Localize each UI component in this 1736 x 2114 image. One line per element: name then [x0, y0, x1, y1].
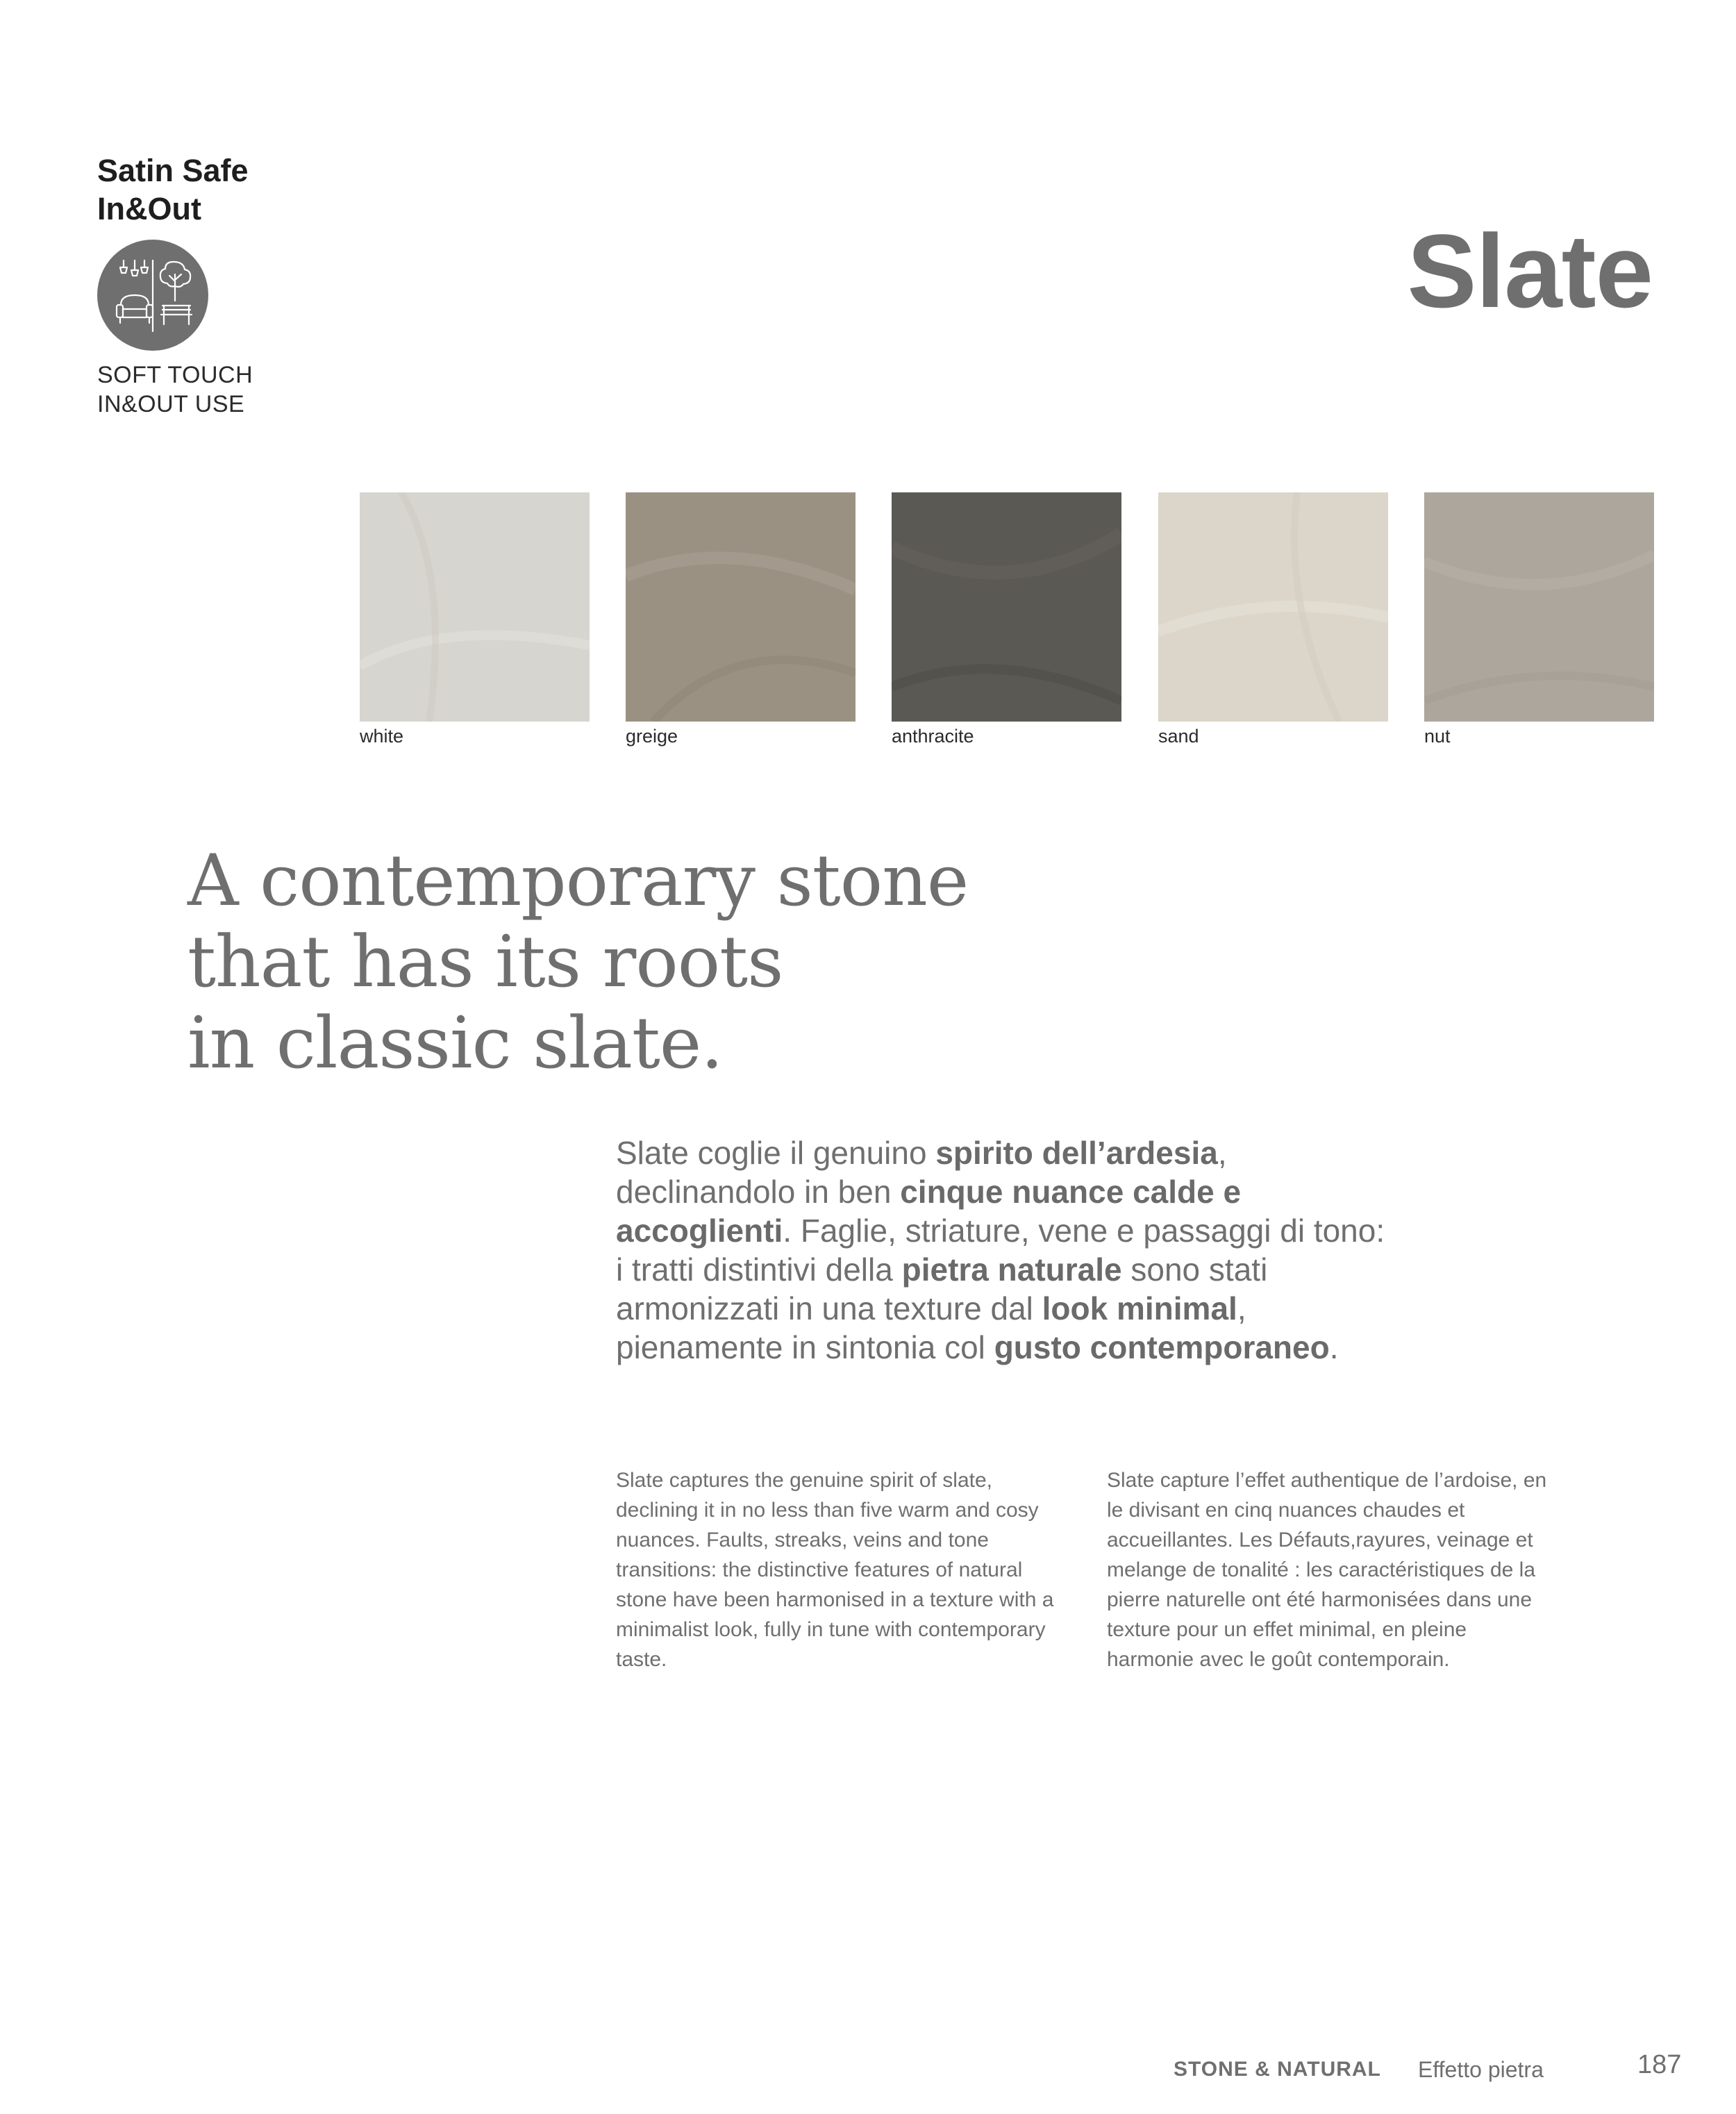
italian-bold-run: gusto contemporaneo: [994, 1329, 1330, 1365]
swatch-white: [360, 492, 590, 722]
swatch-sand: [1158, 492, 1388, 722]
swatch-label-greige: greige: [626, 726, 678, 747]
headline-line1: A contemporary stone: [187, 840, 969, 922]
finish-caption: [97, 360, 375, 419]
italian-text-run: . Faglie, striature, vene e passaggi di tono: i tratti distintivi della: [616, 1213, 1385, 1288]
swatch-label-nut: nut: [1424, 726, 1451, 747]
footer-subsection: Effetto pietra: [1418, 2057, 1544, 2082]
finish-caption-line1: SOFT TOUCH: [97, 362, 253, 388]
italian-bold-run: look minimal: [1042, 1290, 1237, 1326]
footer-section: STONE & NATURAL: [1174, 2058, 1381, 2081]
headline: [187, 840, 1090, 1084]
english-description: Slate captures the genuine spirit of slate, declining it in no less than five warm and cosy nuances. Faults, streaks, veins and tone transitions: the distinctive features of natural stone have been harmonised in a texture with a minimalist look, fully in tune with contemporary taste.: [616, 1469, 1054, 1671]
italian-bold-run: pietra naturale: [901, 1251, 1122, 1288]
italian-text-run: , declinandolo in ben: [616, 1135, 1227, 1210]
swatch-label-white: white: [360, 726, 404, 747]
finish-title-line2: In&Out: [97, 191, 201, 226]
swatch-label-sand: sand: [1158, 726, 1199, 747]
italian-text-run: , pienamente in sintonia col: [616, 1290, 1246, 1365]
italian-bold-run: cinque nuance calde e accoglienti: [616, 1174, 1242, 1249]
swatch-label-anthracite: anthracite: [892, 726, 974, 747]
swatch-nut: [1424, 492, 1654, 722]
product-title: Slate: [1407, 213, 1653, 329]
page-number: 187: [1637, 2050, 1682, 2079]
italian-text-run: sono stati armonizzati in una texture dal: [616, 1251, 1268, 1326]
italian-text-run: Slate coglie il genuino: [616, 1135, 936, 1171]
headline-line3: in classic slate.: [187, 1002, 723, 1085]
french-description: Slate capture l’effet authentique de l’ardoise, en le divisant en cinq nuances chaudes et accueillantes. Les Défauts,rayures, veinage et melange de tonalité : les caractéristiques de la pierre naturelle ont été harmonisées dans une texture pour un effet minimal, en pleine harmonie avec le goût contemporain.: [1107, 1469, 1547, 1671]
italian-text-run: .: [1329, 1329, 1339, 1365]
finish-title-line1: Satin Safe: [97, 153, 249, 188]
finish-title: [97, 151, 444, 228]
italian-description: [616, 1133, 1394, 1367]
swatch-greige: [626, 492, 856, 722]
indoor-outdoor-icon: [97, 240, 208, 351]
swatch-anthracite: [892, 492, 1121, 722]
finish-caption-line2: IN&OUT USE: [97, 391, 245, 417]
headline-line2: that has its roots: [187, 921, 783, 1004]
italian-bold-run: spirito dell’ardesia: [935, 1135, 1218, 1171]
